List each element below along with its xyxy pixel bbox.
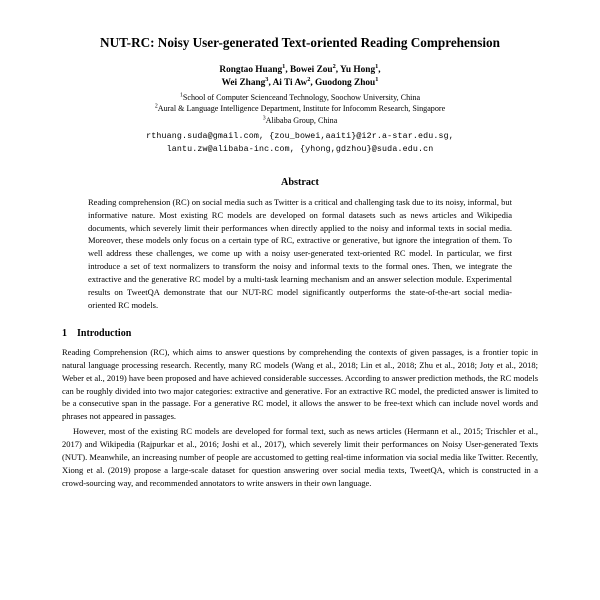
email-line-1: rthuang.suda@gmail.com, {zou_bowei,aaiti}@i2r.a-star.edu.sg, xyxy=(146,131,454,141)
page-title: NUT-RC: Noisy User-generated Text-oriented Reading Comprehension xyxy=(100,35,500,50)
section-title: Introduction xyxy=(77,327,132,339)
author-line-1: Rongtao Huang$^1$, Bowei Zou$^2$, Yu Hong$^1$, xyxy=(219,63,381,76)
abstract-text: Reading comprehension (RC) on social media such as Twitter is a critical and challenging task due to its noisy, informal, but informative nature. Most existing RC models are developed on formal datasets such as news articles and Wikipedia documents, which severely limit their performances when directly applied to the noisy and informal texts in social media. Moreover, these models only focus on a certain type of RC, extractive or generative, but ignore the integration of them. To well address these challenges, we come up with a noisy user-generated text-oriented RC model. In particular, we first introduce a set of text normalizers to transform the noisy and informal texts to the formal ones. Then, we integrate the extractive and the generative RC model by a multi-task learning mechanism and an answer selection module. Experimental results on TweetQA demonstrate that our NUT-RC model significantly outperforms the state-of-the-art social media-oriented RC models. xyxy=(88,196,512,310)
paragraph: However, most of the existing RC models are developed for formal text, such as news articles (Hermann et al., 2015; Trischler et al., 2017) and Wikipedia (Rajpurkar et al., 2016; Joshi et al., 2017), which severely limit their performances on Noisy User-generated Texts (NUT). Meanwhile, an increasing number of people are accustomed to getting real-time information via social media like Twitter. Recently, Xiong et al. (2019) propose a large-scale dataset for question answering over social media texts, TweetQA, which is constructed in a crowd-sourcing way, and recommended annotators to write answers in their own language. xyxy=(62,426,538,488)
author-list xyxy=(62,64,538,90)
email-list xyxy=(62,131,538,157)
affiliation-1: $^1$School of Computer Scienceand Technology, Soochow University, China xyxy=(179,91,421,102)
affiliation-2: $^2$Aural & Language Intelligence Department, Institute for Infocomm Research, Singapore xyxy=(154,103,446,114)
author-line-2: Wei Zhang$^3$, Ai Ti Aw$^2$, Guodong Zhou$^1$ xyxy=(221,76,379,89)
paragraph: Reading Comprehension (RC), which aims to answer questions by comprehending the contexts of given passages, is a frontier topic in natural language processing research. Recently, many RC models (Wang et al., 2018; Lin et al., 2018; Zhu et al., 2018; Joty et al., 2018; Weber et al., 2019) have been proposed and have achieved considerable successes. According to answer prediction methods, the RC models can be roughly divided into two major categories: extractive and generative. For an extractive RC model, the predicted answer is limited to be a consecutive span in the passage. For a generative RC model, it allows the answer to be free-text which can include novel words and phrases not appeared in passages. xyxy=(62,346,538,422)
affiliation-3: $^3$Alibaba Group, China xyxy=(262,114,338,125)
section-number: 1 xyxy=(62,327,67,339)
section-heading-introduction xyxy=(62,328,538,339)
abstract-heading: Abstract xyxy=(281,176,319,188)
affiliation-list xyxy=(62,92,538,126)
email-line-2: lantu.zw@alibaba-inc.com, {yhong,gdzhou}@suda.edu.cn xyxy=(166,144,434,154)
